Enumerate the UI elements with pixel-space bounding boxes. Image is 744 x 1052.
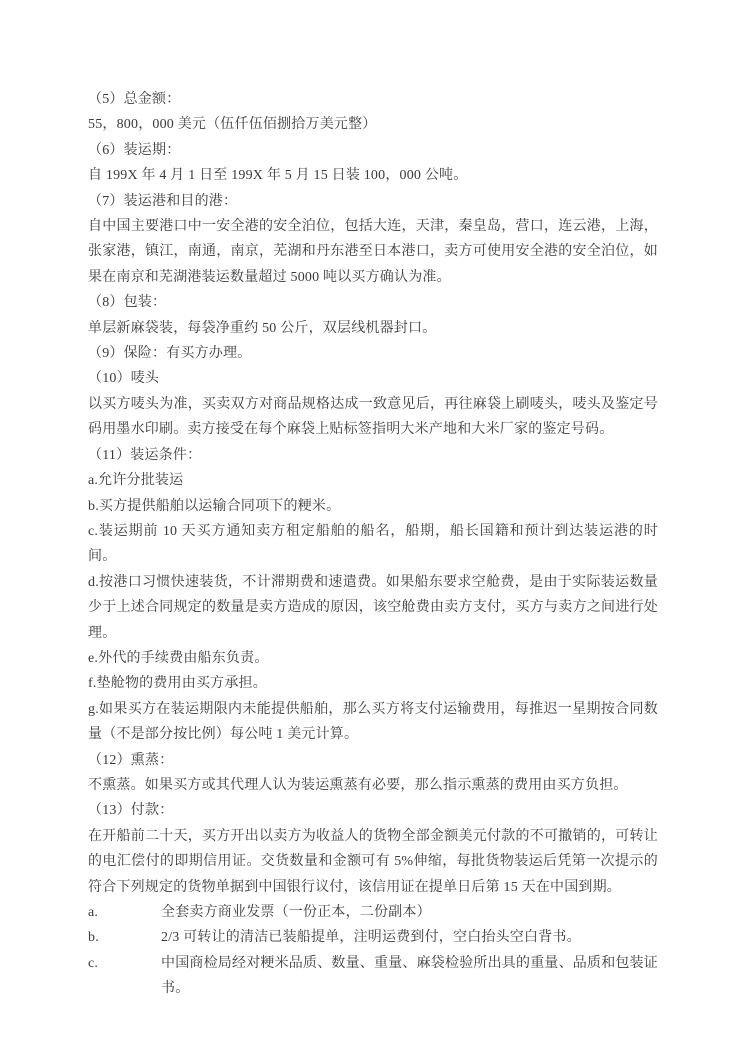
shipment-term-d: d.按港口习惯快速装货，不计滞期费和速遣费。如果船东要求空舱费，是由于实际装运数量少于上述合同规定的数量是卖方造成的原因，该空舱费由卖方支付，买方与卖方之间进行处理。 xyxy=(88,574,658,641)
document-list-item-c xyxy=(88,951,658,1002)
shipping-mark-paragraph: 以买方唛头为准，买卖双方对商品规格达成一致意见后，再往麻袋上刷唛头，唛头及鉴定号码用墨水印刷。卖方接受在每个麻袋上贴标签指明大米产地和大米厂家的鉴定号码。 xyxy=(88,396,658,438)
document-body xyxy=(88,87,658,1002)
section-heading-12: （12）熏蒸： xyxy=(88,752,174,768)
list-item-marker: b. xyxy=(88,930,99,946)
document-list-item-a xyxy=(88,900,658,925)
document-list-item-b xyxy=(88,925,658,950)
total-amount-paragraph: 55，800，000 美元（伍仟伍佰捌拾万美元整） xyxy=(88,117,377,133)
list-item-marker: c. xyxy=(88,955,99,971)
shipment-term-b: b.买方提供船舶以运输合同项下的粳米。 xyxy=(88,498,341,514)
section-heading-7: （7）装运港和目的港： xyxy=(88,193,238,209)
shipment-term-e: e.外代的手续费由船东负责。 xyxy=(88,650,269,666)
section-heading-11: （11）装运条件： xyxy=(88,447,202,463)
packing-paragraph: 单层新麻袋装，每袋净重约 50 公斤，双层线机器封口。 xyxy=(88,320,437,336)
section-heading-8: （8）包装： xyxy=(88,295,167,311)
list-item-marker: a. xyxy=(88,905,99,920)
section-heading-10: （10）唛头 xyxy=(88,371,160,387)
shipment-term-g: g.如果买方在装运期限内未能提供船舶，那么买方将支付运输费用，每推迟一星期按合同数量（不是部分按比例）每公吨 1 美元计算。 xyxy=(88,701,658,743)
shipment-period-paragraph: 自 199X 年 4 月 1 日至 199X 年 5 月 15 日装 100，000 公吨。 xyxy=(88,168,468,184)
list-item-text: 2/3 可转让的清洁已装船提单，注明运费到付，空白抬头空白背书。 xyxy=(161,930,581,946)
section-heading-9: （9）保险：有买方办理。 xyxy=(88,346,252,362)
shipment-term-c: c.装运期前 10 天买方通知卖方租定船舶的船名，船期，船长国籍和预计到达装运港的时间。 xyxy=(88,523,658,565)
list-item-text: 中国商检局经对粳米品质、数量、重量、麻袋检验所出具的重量、品质和包装证书。 xyxy=(161,955,658,997)
section-heading-5: （5）总金额： xyxy=(88,92,181,107)
payment-paragraph: 在开船前二十天，买方开出以卖方为收益人的货物全部金额美元付款的不可撤销的，可转让的电汇偿付的即期信用证。交货数量和金额可有 5%伸缩，每批货物装运后凭第一次提示的符合下列规定的货物单据到中国银行议付，该信用证在提单日后第 15 天在中国到期。 xyxy=(88,828,658,895)
shipment-term-f: f.垫舱物的费用由买方承担。 xyxy=(88,676,267,692)
section-heading-13: （13）付款： xyxy=(88,803,174,819)
section-heading-6: （6）装运期： xyxy=(88,142,181,158)
ports-paragraph: 自中国主要港口中一安全港的安全泊位，包括大连，天津，秦皇岛，营口，连云港，上海，张家港，镇江，南通，南京，芜湖和丹东港至日本港口，卖方可使用安全港的安全泊位，如果在南京和芜湖港装运数量超过 5000 吨以买方确认为准。 xyxy=(88,219,658,285)
fumigation-paragraph: 不熏蒸。如果买方或其代理人认为装运熏蒸有必要，那么指示熏蒸的费用由买方负担。 xyxy=(88,777,628,793)
list-item-text: 全套卖方商业发票（一份正本，二份副本） xyxy=(161,905,431,920)
shipment-term-a: a.允许分批装运 xyxy=(88,473,184,489)
